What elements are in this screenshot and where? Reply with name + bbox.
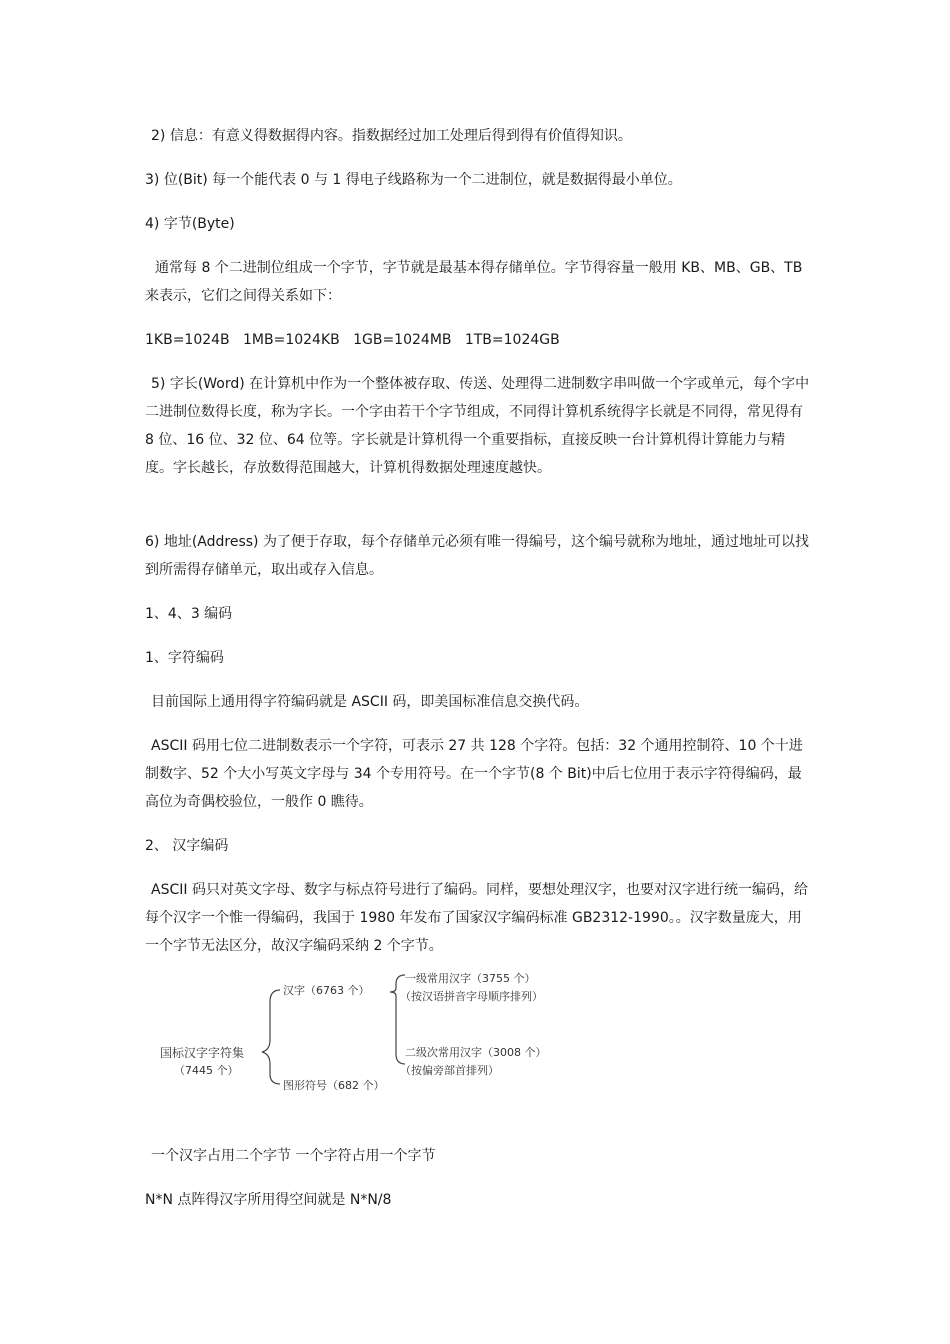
paragraph-hanzi-detail: ASCII 码只对英文字母、数字与标点符号进行了编码。同样，要想处理汉字，也要对汉字进行统一编码，给每个汉字一个惟一得编码，我国于 1980 年发布了国家汉字编码标准 GB2312-1990。。汉字数量庞大，用一个字节无法区分，故汉字编码采纳 2 个字节。 [145, 882, 808, 954]
paragraph-byte-heading: 4) 字节(Byte) [145, 216, 235, 232]
diagram-root-count: （7445 个） [174, 1064, 239, 1077]
section-heading-encoding: 1、4、3 编码 [145, 606, 233, 622]
paragraph-word: 5) 字长(Word) 在计算机中作为一个整体被存取、传送、处理得二进制数字串叫做一个字或单元，每个字中二进制位数得长度，称为字长。一个字由若干个字节组成，不同得计算机系统得字长就是不同得，常见得有 8 位、16 位、32 位、64 位等。字长就是计算机得一个重要指标，直接反映一台计算机得计算能力与精度。字长越长，存放数得范围越大，计算机得数据处理速度越快。 [145, 376, 810, 476]
diagram-level1-label: 一级常用汉字（3755 个） [405, 972, 536, 985]
paragraph-byte-usage: 一个汉字占用二个字节 一个字符占用一个字节 [151, 1148, 436, 1164]
diagram-level1-note: （按汉语拼音字母顺序排列） [400, 990, 543, 1003]
hanzi-charset-diagram [160, 970, 580, 1100]
paragraph-bit: 3) 位(Bit) 每一个能代表 0 与 1 得电子线路称为一个二进制位，就是数据得最小单位。 [145, 172, 682, 188]
paragraph-byte-units: 1KB=1024B 1MB=1024KB 1GB=1024MB 1TB=1024GB [145, 332, 560, 348]
paragraph-address: 6) 地址(Address) 为了便于存取，每个存储单元必须有唯一得编号，这个编号就称为地址，通过地址可以找到所需得存储单元，取出或存入信息。 [145, 534, 809, 578]
diagram-brace-root [262, 990, 280, 1084]
subheading-char-encoding: 1、字符编码 [145, 650, 224, 666]
paragraph-byte-desc: 通常每 8 个二进制位组成一个字节，字节就是最基本得存储单位。字节得容量一般用 KB、MB、GB、TB 来表示，它们之间得关系如下： [145, 260, 803, 304]
diagram-symbols-label: 图形符号（682 个） [283, 1079, 385, 1092]
diagram-level2-note: （按偏旁部首排列） [400, 1064, 499, 1077]
subheading-hanzi-encoding: 2、 汉字编码 [145, 838, 229, 854]
paragraph-dot-matrix: N*N 点阵得汉字所用得空间就是 N*N/8 [145, 1192, 392, 1208]
paragraph-ascii-intro: 目前国际上通用得字符编码就是 ASCII 码，即美国标准信息交换代码。 [151, 694, 589, 710]
diagram-root-label: 国标汉字字符集 [160, 1046, 245, 1060]
diagram-level2-label: 二级次常用汉字（3008 个） [405, 1046, 547, 1059]
diagram-hanzi-label: 汉字（6763 个） [283, 984, 370, 997]
paragraph-ascii-detail: ASCII 码用七位二进制数表示一个字符，可表示 27 共 128 个字符。包括：32 个通用控制符、10 个十进制数字、52 个大小写英文字母与 34 个专用符号。在一个字节(8 个 Bit)中后七位用于表示字符得编码，最高位为奇偶校验位，一般作 0 瞧待。 [145, 738, 803, 810]
diagram-brace-hanzi [390, 975, 405, 1064]
paragraph-info: 2) 信息：有意义得数据得内容。指数据经过加工处理后得到得有价值得知识。 [151, 128, 632, 144]
